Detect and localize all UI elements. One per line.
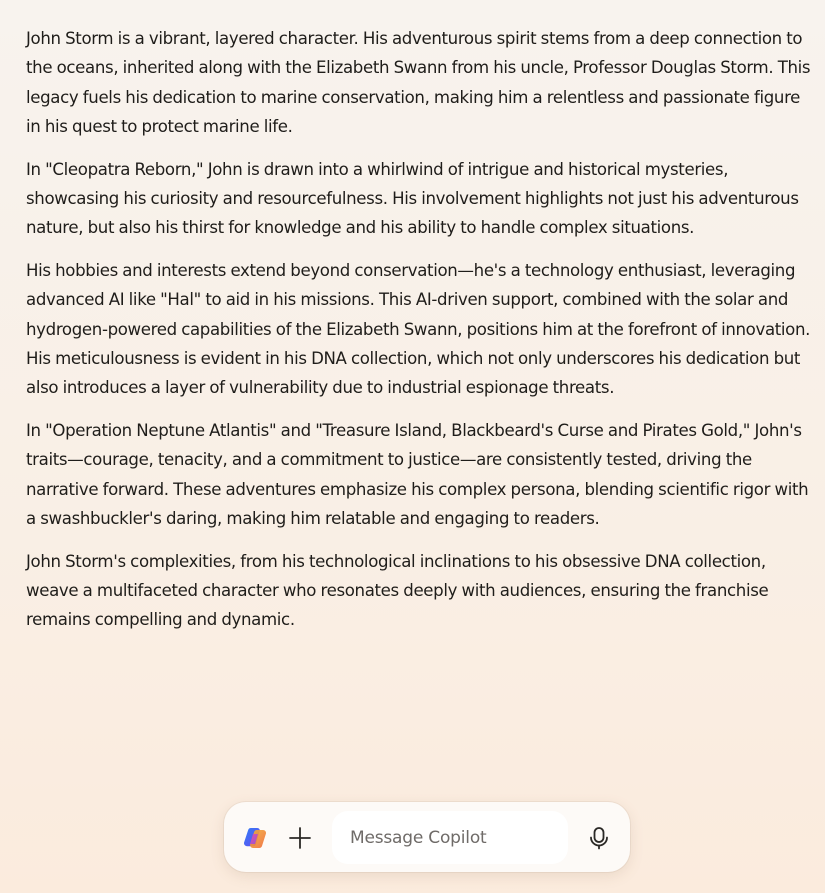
copilot-logo-icon[interactable] <box>242 825 268 851</box>
response-paragraph: In "Cleopatra Reborn," John is drawn into a whirlwind of intrigue and historical mysteries, showcasing his curiosity and resourcefulness. His involvement highlights not just his adventurous nature, but also his thirst for knowledge and his ability to handle complex situations. <box>26 159 799 238</box>
response-paragraph: In "Operation Neptune Atlantis" and "Treasure Island, Blackbeard's Curse and Pirates Gold," John's traits—courage, tenacity, and a commitment to justice—are consistently tested, driving the narrative forward. These adventures emphasize his complex persona, blending scientific rigor with a swashbuckler's daring, making him relatable and engaging to readers. <box>26 421 809 528</box>
message-composer <box>224 802 630 872</box>
microphone-icon[interactable] <box>586 825 612 851</box>
response-paragraph: John Storm's complexities, from his technological inclinations to his obsessive DNA collection, weave a multifaceted character who resonates deeply with audiences, ensuring the franchise remains compelling and dynamic. <box>26 551 769 630</box>
copilot-response <box>26 24 811 648</box>
plus-icon[interactable] <box>286 824 314 852</box>
message-input-placeholder: Message Copilot <box>350 827 487 848</box>
response-paragraph: John Storm is a vibrant, layered character. His adventurous spirit stems from a deep connection to the oceans, inherited along with the Elizabeth Swann from his uncle, Professor Douglas Storm. This legacy fuels his dedication to marine conservation, making him a relentless and passionate figure in his quest to protect marine life. <box>26 29 811 136</box>
message-input[interactable] <box>332 811 568 864</box>
response-paragraph: His hobbies and interests extend beyond conservation—he's a technology enthusiast, leveraging advanced AI like "Hal" to aid in his missions. This AI-driven support, combined with the solar and hydrogen-powered capabilities of the Elizabeth Swann, positions him at the forefront of innovation. His meticulousness is evident in his DNA collection, which not only underscores his dedication but also introduces a layer of vulnerability due to industrial espionage threats. <box>26 261 811 398</box>
